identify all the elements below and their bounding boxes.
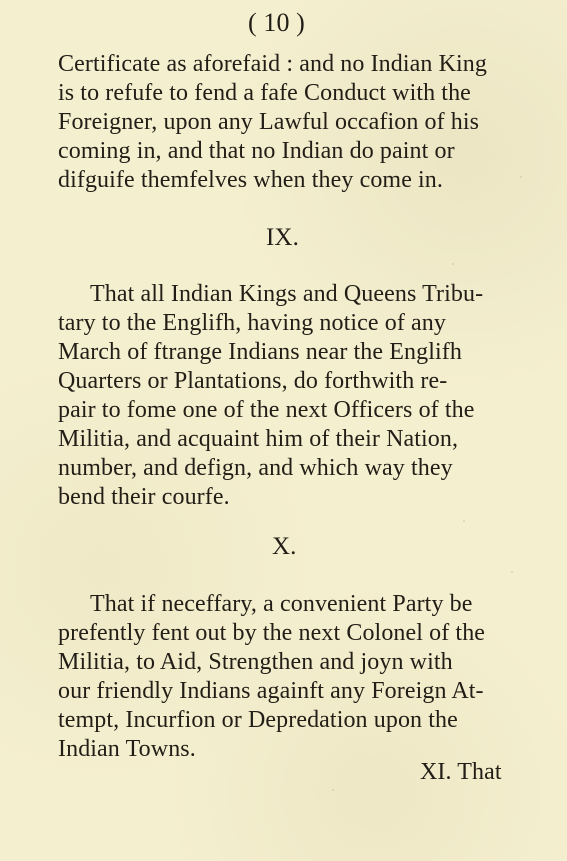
text-line: March of ftrange Indians near the Englifh	[58, 339, 462, 365]
text-line: Indian Towns.	[58, 736, 196, 762]
text-line: coming in, and that no Indian do paint or	[58, 138, 455, 164]
text-line: tary to the Englifh, having notice of any	[58, 310, 446, 336]
text-line: is to refufe to fend a fafe Conduct with the	[58, 80, 471, 106]
paper-speck	[452, 263, 454, 265]
text-line: our friendly Indians againft any Foreign At-	[58, 678, 484, 704]
text-line: Certificate as aforefaid : and no Indian King	[58, 51, 487, 77]
paper-speck	[332, 789, 334, 791]
section-heading: X.	[272, 533, 297, 560]
text-line: tempt, Incurfion or Depredation upon the	[58, 707, 458, 733]
section-heading: IX.	[266, 224, 299, 251]
text-line: pair to fome one of the next Officers of the	[58, 397, 475, 423]
page-number: ( 10 )	[248, 8, 305, 37]
text-line: That if neceffary, a convenient Party be	[90, 591, 473, 617]
text-line: bend their courfe.	[58, 484, 230, 510]
text-line: number, and defign, and which way they	[58, 455, 453, 481]
paper-speck	[511, 571, 513, 573]
text-line: Foreigner, upon any Lawful occafion of his	[58, 109, 480, 135]
catchword: XI. That	[420, 759, 502, 785]
text-line: Quarters or Plantations, do forthwith re-	[58, 368, 448, 394]
paper-speck	[520, 176, 522, 178]
text-line: Militia, to Aid, Strengthen and joyn with	[58, 649, 453, 675]
text-line: prefently fent out by the next Colonel of the	[58, 620, 486, 646]
text-line: Militia, and acquaint him of their Nation,	[58, 426, 459, 452]
text-line: That all Indian Kings and Queens Tribu-	[90, 281, 484, 307]
text-line: difguife themfelves when they come in.	[58, 167, 444, 193]
paper-speck	[463, 520, 465, 522]
